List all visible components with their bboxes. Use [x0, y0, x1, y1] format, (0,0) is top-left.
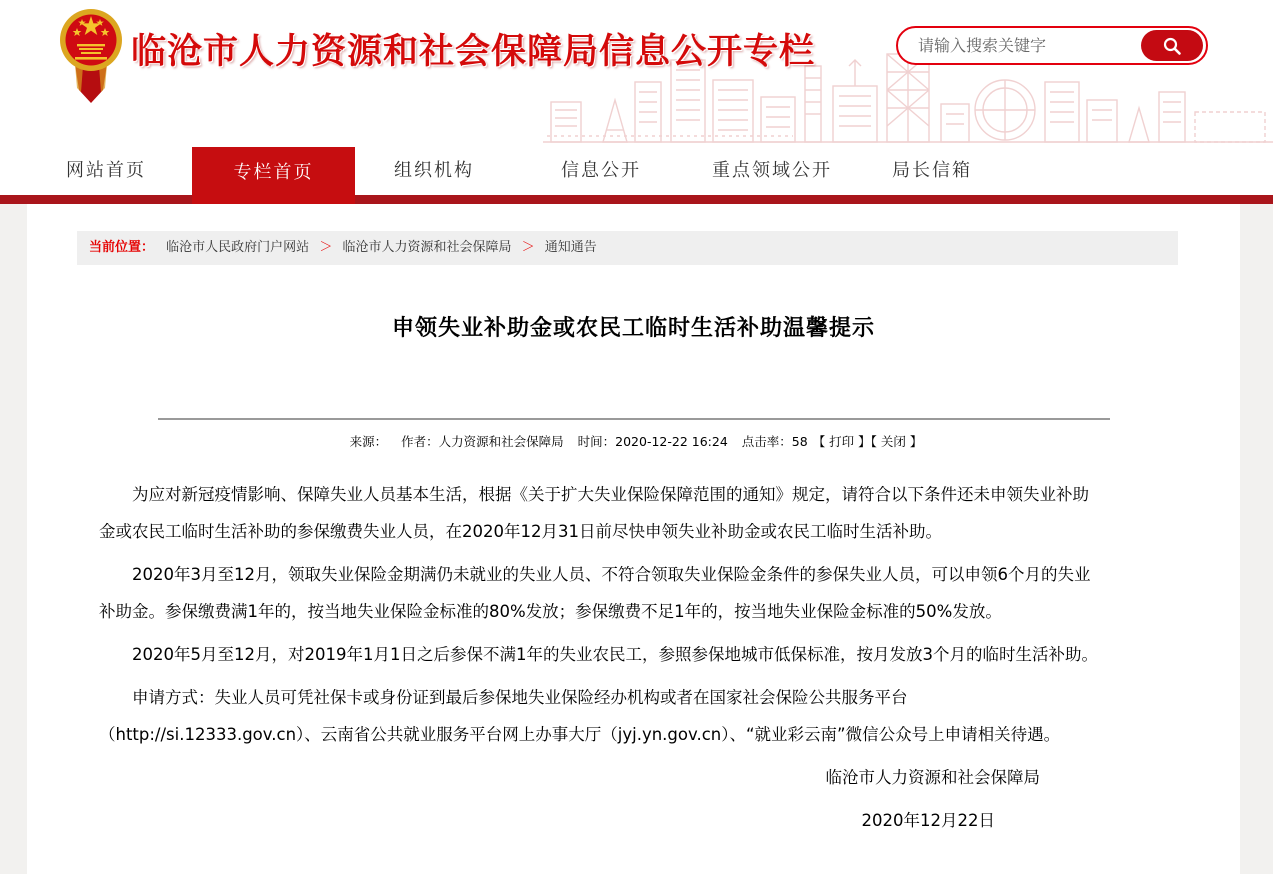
- meta-hits: 点击率：58: [741, 434, 808, 449]
- meta-divider: [158, 418, 1110, 420]
- site-header: [0, 0, 1273, 147]
- meta-source: 来源：: [349, 434, 388, 449]
- nav-item-organization[interactable]: 组织机构: [394, 160, 474, 181]
- signature-line: [99, 802, 1104, 839]
- content-card: [27, 204, 1240, 874]
- nav-item-mailbox[interactable]: 局长信箱: [892, 160, 972, 181]
- article-paragraph: 为应对新冠疫情影响、保障失业人员基本生活，根据《关于扩大失业保险保障范围的通知》规定，请符合以下条件还未申领失业补助金或农民工临时生活补助的参保缴费失业人员，在2020年12月31日前尽快申领失业补助金或农民工临时生活补助。: [99, 485, 1089, 541]
- breadcrumb-separator: ＞: [319, 240, 333, 255]
- search-input[interactable]: [898, 36, 1141, 55]
- main-nav: [0, 147, 1273, 195]
- article-paragraph: 2020年3月至12月，领取失业保险金期满仍未就业的失业人员、不符合领取失业保险金条件的参保失业人员，可以申领6个月的失业补助金。参保缴费满1年的，按当地失业保险金标准的80%发放；参保缴费不足1年的，按当地失业保险金标准的50%发放。: [99, 565, 1091, 621]
- breadcrumb: [77, 231, 1178, 265]
- article-meta: [27, 432, 1240, 450]
- breadcrumb-link-portal[interactable]: 临沧市人民政府门户网站: [166, 240, 310, 255]
- meta-time: 时间：2020-12-22 16:24: [577, 434, 728, 449]
- site-title: 临沧市人力资源和社会保障局信息公开专栏: [131, 32, 816, 72]
- national-emblem-logo: [58, 6, 124, 106]
- nav-item-column-home[interactable]: 专栏首页: [192, 147, 355, 204]
- nav-red-bar: [0, 195, 1273, 204]
- article-title: 申领失业补助金或农民工临时生活补助温馨提示: [391, 316, 875, 341]
- breadcrumb-link-bureau[interactable]: 临沧市人力资源和社会保障局: [342, 240, 512, 255]
- breadcrumb-label: 当前位置：: [89, 240, 155, 255]
- search-icon: [1162, 36, 1182, 56]
- meta-author: 作者：人力资源和社会保障局: [401, 434, 564, 449]
- search-button[interactable]: [1141, 30, 1203, 61]
- signature-org: 临沧市人力资源和社会保障局: [825, 768, 1040, 787]
- article-body: [99, 476, 1104, 839]
- nav-item-key-areas[interactable]: 重点领域公开: [712, 160, 832, 181]
- print-button[interactable]: 【 打印 】: [812, 434, 871, 449]
- breadcrumb-link-notices[interactable]: 通知通告: [544, 240, 597, 255]
- article-paragraph: 2020年5月至12月，对2019年1月1日之后参保不满1年的失业农民工，参照参保地城市低保标准，按月发放3个月的临时生活补助。: [132, 645, 1098, 664]
- nav-item-info-public[interactable]: 信息公开: [561, 160, 641, 181]
- close-button[interactable]: 【 关闭 】: [870, 434, 923, 449]
- article-paragraph: 申请方式：失业人员可凭社保卡或身份证到最后参保地失业保险经办机构或者在国家社会保险公共服务平台（http://si.12333.gov.cn）、云南省公共就业服务平台网上办事大厅（jyj.yn.gov.cn）、“就业彩云南”微信公众号上申请相关待遇。: [99, 688, 1061, 744]
- signature-date: 2020年12月22日: [861, 811, 995, 830]
- search-box: [896, 26, 1208, 65]
- signature-line: [99, 759, 1104, 796]
- nav-item-home[interactable]: 网站首页: [66, 160, 146, 181]
- breadcrumb-separator: ＞: [521, 240, 535, 255]
